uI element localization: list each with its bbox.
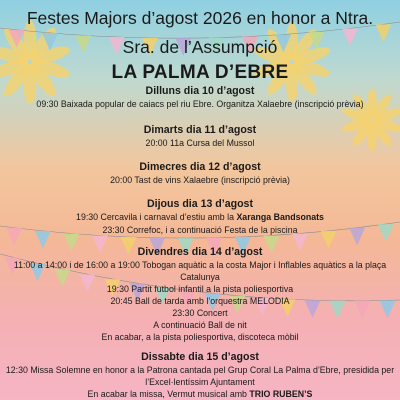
day-heading-monday: Dilluns dia 10 d’agost bbox=[145, 85, 255, 97]
event-text: 19:30 Cercavila i carnaval d’estiu amb la bbox=[76, 212, 237, 222]
day-heading-wednesday: Dimecres dia 12 d’agost bbox=[139, 161, 261, 173]
event-item bbox=[0, 389, 400, 399]
day-heading-tuesday: Dimarts dia 11 d’agost bbox=[143, 124, 257, 136]
day-heading-saturday: Dissabte dia 15 d’agost bbox=[141, 351, 259, 363]
event-text: En acabar la missa, Vermut musical amb bbox=[87, 389, 250, 399]
event-item: 23:30 Concert bbox=[172, 308, 228, 318]
poster-title-town: LA PALMA D’EBRE bbox=[111, 62, 289, 83]
event-item: 11:00 a 14:00 i de 16:00 a 19:00 Tobogan aquàtic a la costa Major i Inflables aquàtics a la plaça bbox=[13, 260, 387, 270]
event-performer: Xaranga Bandsonats bbox=[236, 212, 324, 222]
event-item: 20:45 Ball de tarda amb l’orquestra MELODIA bbox=[110, 296, 290, 306]
event-item bbox=[0, 212, 400, 222]
event-item: 20:00 11a Cursa del Mussol bbox=[145, 138, 255, 148]
event-item: 20:00 Tast de vins Xalaebre (inscripció prèvia) bbox=[110, 175, 290, 185]
poster-title-line1: Festes Majors d’agost 2026 en honor a Ntra. bbox=[26, 8, 374, 28]
event-item: A continuació Ball de nit bbox=[153, 320, 247, 330]
poster-title-line2: Sra. de l’Assumpció bbox=[122, 37, 278, 57]
event-item: l’Excel·lentíssim Ajuntament bbox=[145, 377, 255, 387]
event-item: En acabar, a la pista poliesportiva, discoteca mòbil bbox=[101, 332, 299, 342]
event-item: 12:30 Missa Solemne en honor a la Patrona cantada pel Grup Coral La Palma d’Ebre, presidida per bbox=[5, 365, 395, 375]
day-heading-thursday: Dijous dia 13 d’agost bbox=[147, 198, 253, 210]
event-item: Catalunya bbox=[180, 272, 220, 282]
event-performer: TRIO RUBEN’S bbox=[249, 389, 313, 399]
event-item: 19:30 Partit futbol infantil a la pista poliesportiva bbox=[106, 284, 294, 294]
day-heading-friday: Divendres dia 14 d’agost bbox=[137, 246, 263, 258]
event-item: 09:30 Baixada popular de caiacs pel riu Ebre. Organitza Xalaebre (inscripció prèvia) bbox=[36, 99, 364, 109]
event-item: 23:30 Correfoc, i a continuació Festa de la piscina bbox=[102, 225, 298, 235]
